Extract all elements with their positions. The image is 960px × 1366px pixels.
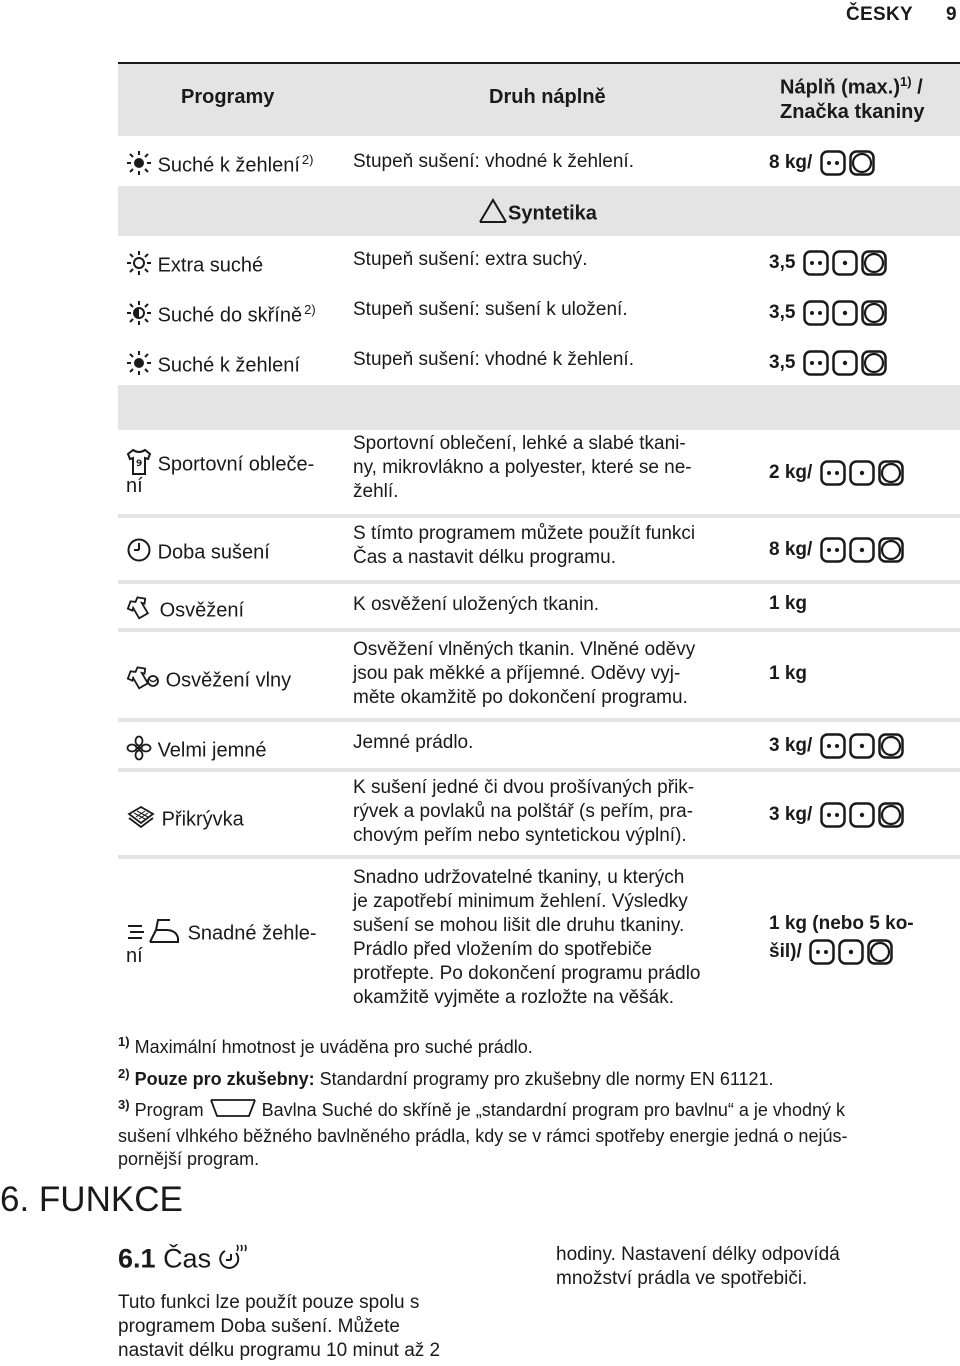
program-name: Suché do skříně (157, 304, 303, 327)
program-description: Stupeň sušení: extra suchý. (353, 249, 588, 270)
sun-small-icon (126, 150, 152, 182)
subsection-title: 6.1 Čas (118, 1243, 247, 1278)
section-header-synthetics: Syntetika (478, 198, 597, 230)
program-name-continuation: ní (126, 945, 143, 967)
wool-refresh-icon (126, 665, 160, 697)
fabric-symbols (820, 802, 904, 828)
program-description: Jemné prádlo. (353, 732, 474, 753)
program-description: K sušení jedné či dvou prošívaných přik- rývek a povlaků na polštář (s peřím, pra- chovým peřím nebo syntetickou výplní). (353, 777, 695, 846)
program-load: 1 kg (769, 593, 808, 614)
cotton-symbol-icon (820, 460, 846, 486)
row-separator (118, 718, 960, 722)
fabric-symbols (803, 350, 887, 376)
program-description: Stupeň sušení: vhodné k žehlení. (353, 151, 634, 172)
program-name: Suché k žehlení (157, 154, 300, 177)
cotton-program-icon (209, 1097, 257, 1125)
svg-text:9: 9 (136, 459, 143, 469)
footnote-1: $^{1)}$ Maximální hmotnost je uváděna pro suché prádlo. (118, 1034, 533, 1057)
column-header-programs: Programy (181, 86, 275, 108)
footnote-2: $^{2)}$ Pouze pro zkušebny: Standardní programy pro zkušebny dle normy EN 61121. (118, 1066, 774, 1089)
cotton-symbol-icon (820, 537, 846, 563)
delicate-symbol-icon (878, 802, 904, 828)
synthetics-symbol-icon (849, 460, 875, 486)
section-text-column-1: Tuto funkci lze použít pouze spolu s programem Doba sušení. Můžete nastavit délku programu 10 minut až 2 (118, 1292, 441, 1361)
fabric-symbols (809, 939, 893, 965)
refresh-shirt-icon (126, 595, 154, 627)
synthetics-symbol-icon (832, 350, 858, 376)
section-title: 6. FUNKCE (0, 1180, 183, 1219)
program-row-sportswear (126, 448, 314, 482)
fabric-symbols (820, 460, 904, 486)
cotton-symbol-icon (820, 150, 846, 176)
program-load: 1 kg (nebo 5 ko- šil)/ (769, 910, 914, 966)
program-load: 3,5 (769, 250, 887, 276)
program-row-delicates (126, 735, 267, 767)
footnote-3: $^{3)}$ Program Bavlna Suché do skříně je „standardní program pro bavlnu“ a je vhodný k sušení vlhkého běžného bavlněného prádla, kdy se v rámci spotřeby energie jedná o nejús- pornější program. (118, 1097, 848, 1170)
program-name: Přikrývka (161, 808, 244, 831)
cotton-symbol-icon (820, 802, 846, 828)
synthetics-symbol-icon (832, 250, 858, 276)
section-text-column-2: hodiny. Nastavení délky odpovídá množství prádla ve spotřebiči. (556, 1244, 840, 1289)
synthetics-symbol-icon (832, 300, 858, 326)
time-function-icon (219, 1243, 247, 1278)
program-load: 1 kg (769, 663, 808, 684)
row-separator (118, 768, 960, 772)
delicate-symbol-icon (878, 460, 904, 486)
program-description: S tímto programem můžete použít funkci Čas a nastavit délku programu. (353, 523, 696, 568)
cotton-symbol-icon (803, 300, 829, 326)
program-load: 2 kg/ (769, 460, 904, 486)
cotton-symbol-icon (820, 733, 846, 759)
row-separator (118, 580, 960, 584)
delicate-symbol-icon (878, 537, 904, 563)
program-row-wool-refresh (126, 665, 291, 697)
column-header-max-load: Náplň $(\max.)^{1)}$ / (780, 74, 923, 99)
synthetics-symbol-icon (849, 733, 875, 759)
program-description: Osvěžení vlněných tkanin. Vlněné oděvy jsou pak měkké a příjemné. Oděvy vyj- měte okamžitě po dokončení programu. (353, 639, 696, 708)
separator-band (118, 385, 960, 430)
program-name: Sportovní obleče- (157, 453, 315, 476)
delicate-symbol-icon (878, 733, 904, 759)
delicate-symbol-icon (861, 350, 887, 376)
program-load: 3 kg/ (769, 733, 904, 759)
column-header-fabric-mark: Značka tkaniny (780, 101, 925, 123)
sun-small-icon (126, 350, 152, 382)
delicate-symbol-icon (861, 250, 887, 276)
program-description: K osvěžení uložených tkanin. (353, 594, 600, 615)
program-name: Velmi jemné (157, 739, 267, 762)
row-separator (118, 628, 960, 632)
delicate-flower-icon (126, 735, 152, 767)
fabric-symbols (803, 300, 887, 326)
program-name: Doba sušení (157, 541, 270, 564)
sun-outline-icon (126, 250, 152, 282)
program-row-time-drying (126, 537, 270, 569)
duvet-icon (126, 804, 156, 836)
program-row-iron-dry: Suché k žehlení $^{2)}$ (126, 150, 313, 182)
program-name: Osvěžení vlny (165, 669, 292, 692)
synthetics-symbol-icon (849, 150, 875, 176)
language-label: ČESKY (846, 4, 913, 25)
row-separator (118, 855, 960, 859)
synthetics-triangle-icon (478, 198, 508, 230)
program-load: 3 kg/ (769, 802, 904, 828)
page-number: 9 (946, 4, 957, 25)
fabric-symbols (820, 733, 904, 759)
cotton-symbol-icon (803, 350, 829, 376)
program-description: Snadno udržovatelné tkaniny, u kterých je zapotřebí minimum žehlení. Výsledky sušení se mohou lišit dle druhu tkaniny. Prádlo před vložením do spotřebiče protřepte. Po dokončení programu prádlo okamžitě vyjměte a rozložte na věšák. (353, 867, 701, 1008)
synthetics-symbol-icon (849, 802, 875, 828)
program-description: Stupeň sušení: sušení k uložení. (353, 299, 628, 320)
sun-half-icon (126, 300, 152, 332)
program-description: Sportovní oblečení, lehké a slabé tkani- ny, mikrovlákno a polyester, které se ne- žehlí. (353, 433, 692, 502)
program-load: 3,5 (769, 350, 887, 376)
synthetics-symbol-icon (838, 939, 864, 965)
program-load: 3,5 (769, 300, 887, 326)
fabric-symbols (820, 150, 875, 176)
program-row-refresh (126, 595, 244, 627)
delicate-symbol-icon (861, 300, 887, 326)
program-load: 8 kg/ (769, 150, 875, 176)
program-name: Suché k žehlení (157, 354, 300, 377)
program-name-continuation: ní (126, 475, 143, 497)
program-row-duvet (126, 804, 244, 836)
delicate-symbol-icon (867, 939, 893, 965)
program-row-extra-dry (126, 250, 263, 282)
fabric-symbols (820, 537, 904, 563)
fabric-symbols (803, 250, 887, 276)
program-row-iron-dry-synthetics (126, 350, 300, 382)
column-header-load-type: Druh náplně (489, 86, 606, 108)
program-row-cupboard-dry: Suché do skříně $^{2)}$ (126, 300, 316, 332)
program-name: Snadné žehle- (187, 922, 317, 945)
program-name: Extra suché (157, 254, 264, 277)
program-name: Osvěžení (159, 599, 245, 622)
clock-icon (126, 537, 152, 569)
program-row-easy-iron (126, 916, 317, 952)
cotton-symbol-icon (809, 939, 835, 965)
row-separator (118, 514, 960, 518)
synthetics-symbol-icon (849, 537, 875, 563)
program-description: Stupeň sušení: vhodné k žehlení. (353, 349, 634, 370)
program-load: 8 kg/ (769, 537, 904, 563)
cotton-symbol-icon (803, 250, 829, 276)
